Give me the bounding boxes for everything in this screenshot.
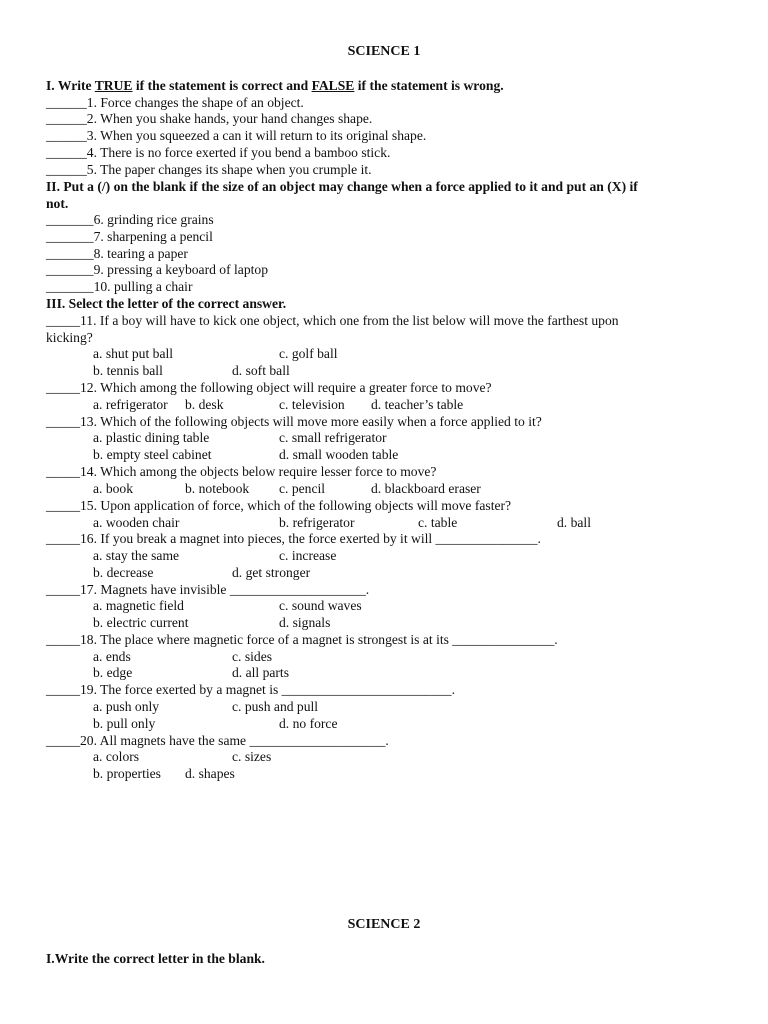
q19-option-b: b. pull only: [93, 716, 156, 731]
q17-option-b: b. electric current: [93, 615, 189, 630]
q18-stem: _____18. The place where magnetic force of a magnet is strongest is at its _______________.: [46, 632, 558, 647]
q20-option-c: c. sizes: [232, 749, 272, 764]
part1-heading-true: TRUE: [94, 78, 133, 93]
q11-stem-line1: _____11. If a boy will have to kick one object, which one from the list below will move the farthest upon: [46, 313, 619, 328]
q11-option-d: d. soft ball: [232, 363, 290, 378]
science2-title: SCIENCE 2: [347, 917, 421, 932]
q15-option-b: b. refrigerator: [279, 515, 355, 530]
q12-option-d: d. teacher’s table: [371, 397, 464, 412]
part1-item-5: ______5. The paper changes its shape when you crumple it.: [46, 162, 372, 177]
part2-item-8: _______8. tearing a paper: [46, 246, 188, 261]
science1-title: SCIENCE 1: [347, 44, 421, 59]
q20-option-d: d. shapes: [185, 766, 235, 781]
q17-stem: _____17. Magnets have invisible ____________________.: [46, 582, 370, 597]
q17-option-c: c. sound waves: [279, 598, 362, 613]
q16-option-b: b. decrease: [93, 565, 154, 580]
part2-item-7: _______7. sharpening a pencil: [46, 229, 213, 244]
part2-heading-line2: not.: [46, 196, 69, 211]
part2-heading-line1: II. Put a (/) on the blank if the size of an object may change when a force applied to it and put an (X) if: [46, 179, 638, 194]
q17-option-d: d. signals: [279, 615, 331, 630]
part1-heading-false: FALSE: [311, 78, 355, 93]
q12-option-a: a. refrigerator: [93, 397, 168, 412]
q12-stem: _____12. Which among the following object will require a greater force to move?: [46, 380, 492, 395]
q16-option-c: c. increase: [279, 548, 337, 563]
part1-heading-mid: if the statement is correct and: [132, 78, 312, 93]
q15-option-d: d. ball: [557, 515, 591, 530]
part1-heading: [46, 78, 504, 94]
q11-option-a: a. shut put ball: [93, 346, 174, 361]
q14-option-d: d. blackboard eraser: [371, 481, 481, 496]
q12-option-c: c. television: [279, 397, 345, 412]
part2-item-6: _______6. grinding rice grains: [46, 212, 214, 227]
q18-option-c: c. sides: [232, 649, 273, 664]
q19-option-a: a. push only: [93, 699, 160, 714]
q14-option-a: a. book: [93, 481, 134, 496]
q19-option-d: d. no force: [279, 716, 338, 731]
q19-option-c: c. push and pull: [232, 699, 319, 714]
q11-option-b: b. tennis ball: [93, 363, 163, 378]
q13-stem: _____13. Which of the following objects will move more easily when a force applied to it?: [46, 414, 542, 429]
q19-stem: _____19. The force exerted by a magnet is _________________________.: [46, 682, 455, 697]
q12-option-b: b. desk: [185, 397, 224, 412]
q20-option-a: a. colors: [93, 749, 140, 764]
part3-heading: III. Select the letter of the correct answer.: [46, 296, 287, 311]
q15-option-c: c. table: [418, 515, 458, 530]
q15-stem: _____15. Upon application of force, which of the following objects will move faster?: [46, 498, 512, 513]
q16-option-a: a. stay the same: [93, 548, 180, 563]
science2-heading: I.Write the correct letter in the blank.: [46, 951, 265, 966]
part2-item-10: _______10. pulling a chair: [46, 279, 193, 294]
q14-option-c: c. pencil: [279, 481, 326, 496]
q14-stem: _____14. Which among the objects below require lesser force to move?: [46, 464, 437, 479]
part1-item-1: ______1. Force changes the shape of an object.: [46, 95, 304, 110]
part1-item-4: ______4. There is no force exerted if you bend a bamboo stick.: [46, 145, 391, 160]
part1-item-3: ______3. When you squeezed a can it will return to its original shape.: [46, 128, 427, 143]
q18-option-b: b. edge: [93, 665, 133, 680]
part1-heading-post: if the statement is wrong.: [354, 78, 504, 93]
q13-option-b: b. empty steel cabinet: [93, 447, 212, 462]
q18-option-d: d. all parts: [232, 665, 290, 680]
q13-option-c: c. small refrigerator: [279, 430, 387, 445]
q11-stem-line2: kicking?: [46, 330, 93, 345]
q13-option-d: d. small wooden table: [279, 447, 399, 462]
q17-option-a: a. magnetic field: [93, 598, 184, 613]
q20-option-b: b. properties: [93, 766, 161, 781]
q18-option-a: a. ends: [93, 649, 131, 664]
part2-item-9: _______9. pressing a keyboard of laptop: [46, 262, 268, 277]
part1-item-2: ______2. When you shake hands, your hand changes shape.: [46, 111, 373, 126]
q20-stem: _____20. All magnets have the same ____________________.: [46, 733, 389, 748]
part1-heading-pre: I. Write: [46, 78, 95, 93]
q16-option-d: d. get stronger: [232, 565, 311, 580]
q13-option-a: a. plastic dining table: [93, 430, 210, 445]
q16-stem: _____16. If you break a magnet into pieces, the force exerted by it will _______________.: [46, 531, 541, 546]
q11-option-c: c. golf ball: [279, 346, 338, 361]
q14-option-b: b. notebook: [185, 481, 250, 496]
q15-option-a: a. wooden chair: [93, 515, 180, 530]
